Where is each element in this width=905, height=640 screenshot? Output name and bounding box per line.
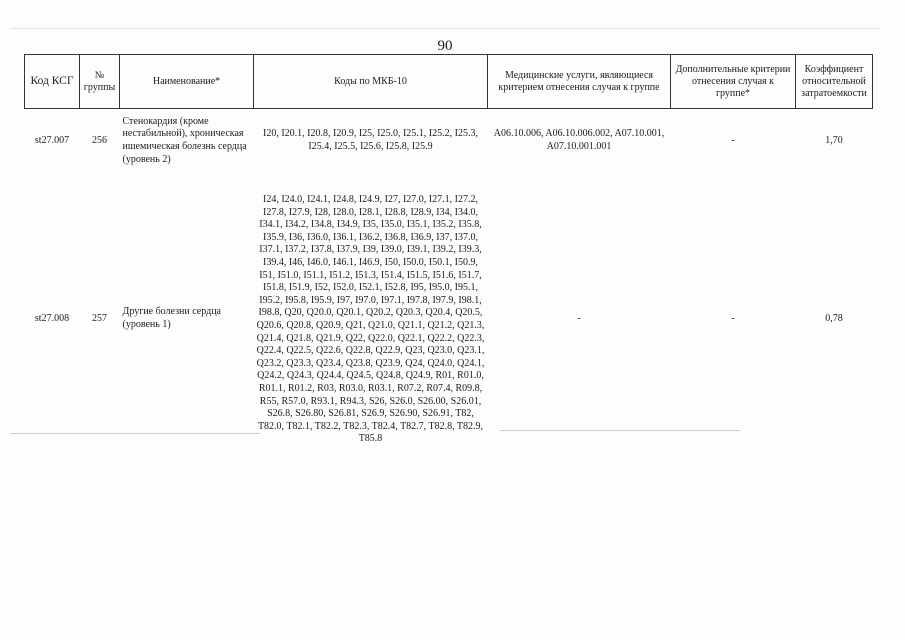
header-coef: Коэффициент относительной затратоемкости [796, 55, 873, 109]
cell-coef: 1,70 [825, 134, 843, 146]
ksg-table [24, 54, 873, 465]
cell-services: - [577, 312, 581, 324]
header-criteria: Дополнительные критерии отнесения случая к группе* [671, 55, 796, 109]
header-name: Наименование* [120, 55, 254, 109]
scan-artifact [500, 430, 740, 431]
cell-services: A06.10.006, A06.10.006.002, A07.10.001, A07.10.001.001 [493, 128, 665, 152]
cell-group: 257 [92, 312, 107, 324]
header-code: Код КСГ [25, 55, 80, 109]
scan-artifact [10, 28, 880, 29]
cell-name: Другие болезни сердца (уровень 1) [122, 306, 221, 330]
cell-group: 256 [92, 134, 107, 146]
cell-icd: I20, I20.1, I20.8, I20.9, I25, I25.0, I25.1, I25.2, I25.3, I25.4, I25.5, I25.6, I25.8, I25.9 [263, 128, 478, 152]
header-services: Медицинские услуги, являющиеся критерием отнесения случая к группе [488, 55, 671, 109]
page-number: 90 [437, 38, 453, 54]
cell-criteria: - [731, 312, 735, 324]
header-group: № группы [80, 55, 120, 109]
header-icd: Коды по МКБ-10 [254, 55, 488, 109]
cell-code: st27.007 [34, 134, 70, 146]
cell-code: st27.008 [34, 312, 70, 324]
table-row [25, 173, 873, 465]
cell-name: Стенокардия (кроме нестабильной), хроническая ишемическая болезнь сердца (уровень 2) [122, 115, 247, 165]
table-row [25, 109, 873, 174]
table-header-row [25, 55, 873, 109]
cell-coef: 0,78 [825, 312, 843, 324]
cell-criteria: - [731, 134, 735, 146]
cell-icd: I24, I24.0, I24.1, I24.8, I24.9, I27, I27.0, I27.1, I27.2, I27.8, I27.9, I28, I28.0, I28.1, I28.8, I28.9, I34, I34.0, I34.1, I34.2, I34.8, I34.9, I35, I35.0, I35.1, I35.2, I35.8, I35.9, I36, I36.0, I36.1, I36.2, I36.8, I36.9, I37, I37.0, I37.1, I37.2, I37.8, I37.9, I39, I39.0, I39.1, I39.2, I39.3, I39.4, I46, I46.0, I46.1, I46.9, I50, I50.0, I50.1, I50.9, I51, I51.0, I51.1, I51.2, I51.3, I51.4, I51.5, I51.6, I51.7, I51.8, I51.9, I52, I52.0, I52.1, I52.8, I95, I95.0, I95.1, I95.2, I95.8, I95.9, I97, I97.0, I97.1, I97.8, I97.9, I98.1, I98.8, Q20, Q20.0, Q20.1, Q20.2, Q20.3, Q20.4, Q20.5, Q20.6, Q20.8, Q20.9, Q21, Q21.0, Q21.1, Q21.2, Q21.3, Q21.4, Q21.8, Q21.9, Q22, Q22.0, Q22.1, Q22.2, Q22.3, Q22.4, Q22.5, Q22.6, Q22.8, Q22.9, Q23, Q23.0, Q23.1, Q23.2, Q23.3, Q23.4, Q23.8, Q23.9, Q24, Q24.0, Q24.1, Q24.2, Q24.3, Q24.4, Q24.5, Q24.8, Q24.9, R01, R01.0, R01.1, R01.2, R03, R03.0, R03.1, R07.2, R07.4, R09.8, R55, R57.0, R93.1, R94.3, S26, S26.0, S26.00, S26.01, S26.8, S26.80, S26.81, S26.9, S26.90, S26.91, T82, T82.0, T82.1, T82.2, T82.3, T82.4, T82.7, T82.8, T82.9, T85.8 [256, 194, 485, 445]
scan-artifact [10, 433, 260, 434]
